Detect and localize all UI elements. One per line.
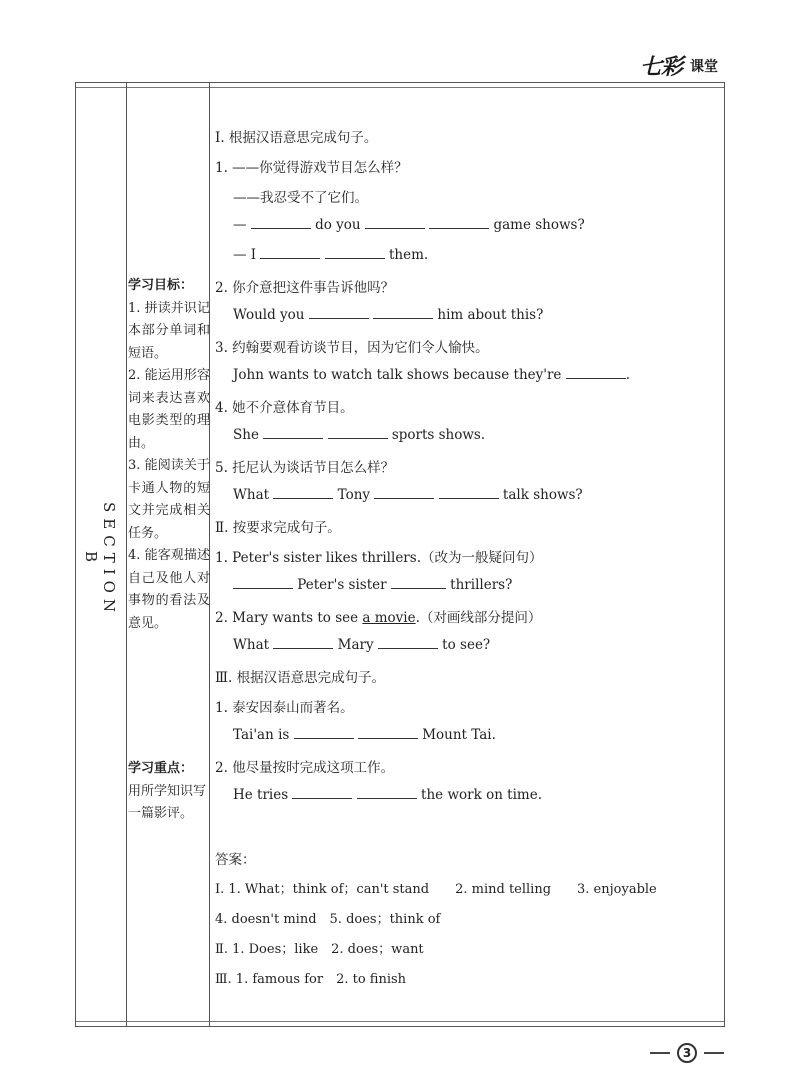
brand-name-part2: 课堂 [690,59,718,75]
answer-blank[interactable] [357,786,417,799]
text: What [233,637,274,653]
answer-blank[interactable] [251,216,311,229]
frame-inner-bottom-rule [76,1021,724,1022]
page-number-dash-left [650,1052,670,1054]
part1-q5-cn: 5. 托尼认为谈话节目怎么样？ [215,460,395,476]
part1-q2-cn: 2. 你介意把这件事告诉他吗？ [215,280,395,296]
text: Tai'an is [233,727,294,743]
part1-q4-cn: 4. 她不介意体育节目。 [215,400,354,416]
part1-q3-cn: 3. 约翰要观看访谈节目，因为它们令人愉快。 [215,340,489,356]
part1-q3-en [233,366,630,383]
brand-name-part1: 七彩 [640,54,683,80]
text: them. [384,247,429,263]
answer-blank[interactable] [429,216,489,229]
answer-blank[interactable] [325,246,385,259]
answer-blank[interactable] [391,576,446,589]
text: He tries [233,787,293,803]
goals-heading: 学习目标： [128,278,194,293]
underlined-phrase: a movie [362,610,416,626]
part3-heading: Ⅲ. 根据汉语意思完成句子。 [215,670,386,686]
text: Mount Tai. [417,727,496,743]
column-divider-1 [126,83,127,1026]
answer-blank[interactable] [273,486,333,499]
answer-blank[interactable] [273,636,333,649]
part1-q1-en-a [233,216,585,233]
answers-heading: 答案： [215,852,256,868]
frame-inner-top-rule [76,87,724,88]
text: She [233,427,264,443]
answer-blank[interactable] [292,786,352,799]
answers-line: 4. doesn't mind 5. does；think of [215,912,441,927]
part1-q1-cn-b: ——我忍受不了它们。 [233,190,368,206]
section-label: SECTION B [82,501,118,619]
part1-q1-cn-a: 1. ——你觉得游戏节目怎么样？ [215,160,408,176]
answer-blank[interactable] [233,576,293,589]
text: do you [310,217,365,233]
answer-blank[interactable] [566,366,626,379]
part1-heading: Ⅰ. 根据汉语意思完成句子。 [215,130,378,146]
text: thrillers? [445,577,513,593]
part1-q1-en-b [233,246,428,263]
text: — I [233,247,261,263]
part3-q1-cn: 1. 泰安因泰山而著名。 [215,700,354,716]
part3-q2-en [233,786,542,803]
text: Peter's sister [293,577,391,593]
goal-item: 2. 能运用形容词来表达喜欢电影类型的理由。 [128,368,210,451]
text: John wants to watch talk shows because they're [233,367,566,383]
text: talk shows? [498,487,583,503]
answer-blank[interactable] [378,636,438,649]
part1-q5-en [233,486,583,503]
answer-blank[interactable] [373,306,433,319]
text: .（对画线部分提问） [415,610,542,626]
part2-q2-text [215,606,541,626]
part2-heading: Ⅱ. 按要求完成句子。 [215,520,341,536]
answer-blank[interactable] [309,306,369,319]
answer-blank[interactable] [439,486,499,499]
text: 2. Mary wants to see [215,610,363,626]
part1-q4-en [233,426,485,443]
part3-q1-en [233,726,496,743]
text: Mary [333,637,378,653]
focus-text: 用所学知识写一篇影评。 [128,783,207,821]
focus-heading: 学习重点： [128,761,194,776]
answer-blank[interactable] [358,726,418,739]
answer-blank[interactable] [328,426,388,439]
learning-focus [128,758,210,826]
text: to see? [437,637,491,653]
learning-goals [128,275,210,635]
answers-line: Ⅱ. 1. Does；like 2. does；want [215,942,424,957]
text: the work on time. [416,787,543,803]
page-number: 3 [677,1043,697,1063]
part2-q2-en [233,636,490,653]
goal-item: 3. 能阅读关于卡通人物的短文并完成相关任务。 [128,458,210,541]
part1-q2-en [233,306,543,323]
text: him about this? [433,307,544,323]
text: Tony [333,487,375,503]
goal-item: 4. 能客观描述自己及他人对事物的看法及意见。 [128,548,210,631]
answer-blank[interactable] [260,246,320,259]
text: What [233,487,274,503]
answer-blank[interactable] [365,216,425,229]
part3-q2-cn: 2. 他尽量按时完成这项工作。 [215,760,395,776]
answer-blank[interactable] [374,486,434,499]
answers-line: Ⅰ. 1. What；think of；can't stand 2. mind telling 3. enjoyable [215,882,657,897]
text: Would you [233,307,309,323]
answer-blank[interactable] [294,726,354,739]
brand-logo [640,50,730,80]
text: game shows? [489,217,585,233]
text: — [233,217,251,233]
answers-line: Ⅲ. 1. famous for 2. to finish [215,972,407,987]
goal-item: 1. 拼读并识记本部分单词和短语。 [128,300,210,361]
text: sports shows. [387,427,486,443]
answer-blank[interactable] [263,426,323,439]
part2-q1-text: 1. Peter's sister likes thrillers.（改为一般疑问句） [215,550,543,566]
page-number-badge [650,1043,724,1063]
page-number-dash-right [704,1052,724,1054]
part2-q1-en [233,576,512,593]
text: . [625,367,630,383]
